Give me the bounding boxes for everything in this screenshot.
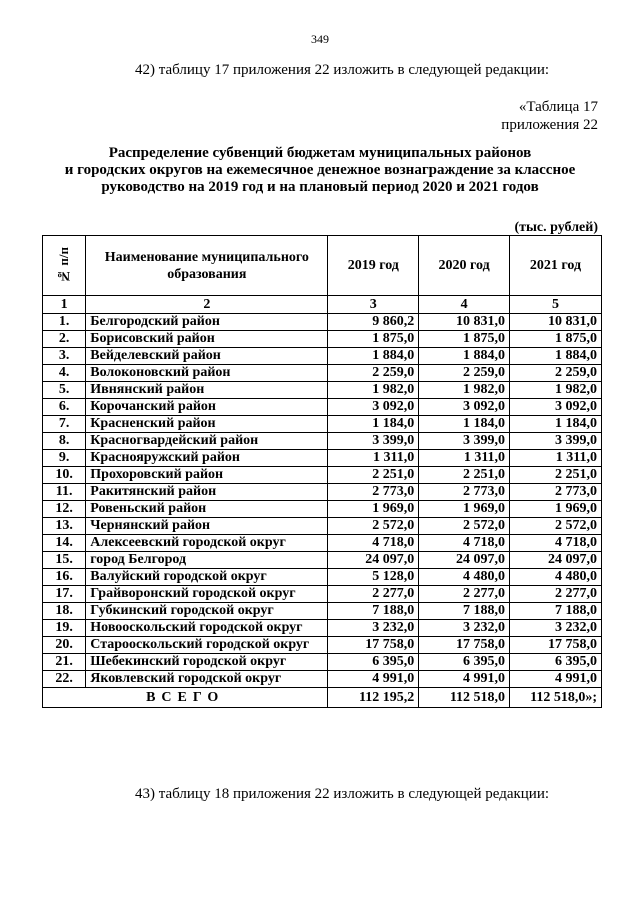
municipality-name: Краснояружский район — [86, 450, 328, 467]
value-2019: 24 097,0 — [328, 552, 419, 569]
value-2021: 3 092,0 — [510, 399, 602, 416]
value-2020: 1 311,0 — [419, 450, 510, 467]
table-row — [43, 603, 602, 620]
municipality-name: Корочанский район — [86, 399, 328, 416]
value-2021: 3 232,0 — [510, 620, 602, 637]
municipality-name: Белгородский район — [86, 314, 328, 331]
value-2021: 2 259,0 — [510, 365, 602, 382]
value-2020: 7 188,0 — [419, 603, 510, 620]
row-number: 20. — [43, 637, 86, 654]
value-2019: 4 991,0 — [328, 671, 419, 688]
value-2021: 6 395,0 — [510, 654, 602, 671]
table-row — [43, 552, 602, 569]
row-number: 10. — [43, 467, 86, 484]
value-2020: 3 092,0 — [419, 399, 510, 416]
col-number: 5 — [510, 296, 602, 314]
value-2020: 17 758,0 — [419, 637, 510, 654]
table-row — [43, 467, 602, 484]
municipality-name: Грайворонский городской округ — [86, 586, 328, 603]
table-row — [43, 416, 602, 433]
municipality-name: Волоконовский район — [86, 365, 328, 382]
subventions-table — [42, 235, 602, 708]
table-row — [43, 331, 602, 348]
municipality-name: Красненский район — [86, 416, 328, 433]
value-2020: 2 277,0 — [419, 586, 510, 603]
header-name: Наименование муниципального образования — [86, 236, 328, 296]
value-2019: 1 184,0 — [328, 416, 419, 433]
table-reference-line2: приложения 22 — [501, 117, 598, 133]
value-2019: 2 773,0 — [328, 484, 419, 501]
value-2019: 1 969,0 — [328, 501, 419, 518]
row-number: 21. — [43, 654, 86, 671]
value-2021: 4 480,0 — [510, 569, 602, 586]
value-2020: 4 991,0 — [419, 671, 510, 688]
value-2020: 2 259,0 — [419, 365, 510, 382]
value-2019: 17 758,0 — [328, 637, 419, 654]
value-2021: 3 399,0 — [510, 433, 602, 450]
row-number: 13. — [43, 518, 86, 535]
municipality-name: Ракитянский район — [86, 484, 328, 501]
municipality-name: Шебекинский городской округ — [86, 654, 328, 671]
table-row — [43, 365, 602, 382]
row-number: 4. — [43, 365, 86, 382]
title-line1: Распределение субвенций бюджетам муниципальных районов — [108, 145, 532, 161]
table-row — [43, 535, 602, 552]
value-2021: 2 251,0 — [510, 467, 602, 484]
row-number: 7. — [43, 416, 86, 433]
municipality-name: Губкинский городской округ — [86, 603, 328, 620]
value-2021: 10 831,0 — [510, 314, 602, 331]
table-row — [43, 586, 602, 603]
value-2021: 1 884,0 — [510, 348, 602, 365]
row-number: 11. — [43, 484, 86, 501]
municipality-name: Вейделевский район — [86, 348, 328, 365]
value-2021: 1 982,0 — [510, 382, 602, 399]
table-row — [43, 484, 602, 501]
value-2021: 1 184,0 — [510, 416, 602, 433]
value-2019: 9 860,2 — [328, 314, 419, 331]
value-2019: 7 188,0 — [328, 603, 419, 620]
value-2021: 2 572,0 — [510, 518, 602, 535]
municipality-name: Яковлевский городской округ — [86, 671, 328, 688]
row-number: 15. — [43, 552, 86, 569]
row-number: 8. — [43, 433, 86, 450]
value-2020: 4 480,0 — [419, 569, 510, 586]
value-2021: 2 277,0 — [510, 586, 602, 603]
municipality-name: Валуйский городской округ — [86, 569, 328, 586]
value-2019: 1 311,0 — [328, 450, 419, 467]
row-number: 3. — [43, 348, 86, 365]
row-number: 22. — [43, 671, 86, 688]
value-2020: 24 097,0 — [419, 552, 510, 569]
row-number: 5. — [43, 382, 86, 399]
table-reference — [501, 98, 598, 134]
value-2020: 2 773,0 — [419, 484, 510, 501]
value-2020: 1 184,0 — [419, 416, 510, 433]
table-row — [43, 399, 602, 416]
value-2019: 5 128,0 — [328, 569, 419, 586]
value-2020: 1 875,0 — [419, 331, 510, 348]
value-2020: 1 884,0 — [419, 348, 510, 365]
table-row — [43, 637, 602, 654]
value-2021: 1 875,0 — [510, 331, 602, 348]
value-2019: 3 092,0 — [328, 399, 419, 416]
header-2021: 2021 год — [510, 236, 602, 296]
document-title — [40, 145, 600, 196]
value-2021: 17 758,0 — [510, 637, 602, 654]
value-2019: 4 718,0 — [328, 535, 419, 552]
row-number: 2. — [43, 331, 86, 348]
row-number: 12. — [43, 501, 86, 518]
value-2019: 3 399,0 — [328, 433, 419, 450]
value-2021: 24 097,0 — [510, 552, 602, 569]
value-2020: 1 969,0 — [419, 501, 510, 518]
units-label: (тыс. рублей) — [514, 220, 598, 235]
municipality-name: Прохоровский район — [86, 467, 328, 484]
value-2019: 3 232,0 — [328, 620, 419, 637]
title-line3: руководство на 2019 год и на плановый период 2020 и 2021 годов — [101, 179, 539, 195]
table-row — [43, 382, 602, 399]
table-row — [43, 671, 602, 688]
value-2019: 1 884,0 — [328, 348, 419, 365]
value-2021: 1 969,0 — [510, 501, 602, 518]
col-number: 1 — [43, 296, 86, 314]
municipality-name: Борисовский район — [86, 331, 328, 348]
col-number: 4 — [419, 296, 510, 314]
value-2021: 1 311,0 — [510, 450, 602, 467]
row-number: 9. — [43, 450, 86, 467]
value-2021: 4 991,0 — [510, 671, 602, 688]
header-2019: 2019 год — [328, 236, 419, 296]
value-2020: 6 395,0 — [419, 654, 510, 671]
value-2019: 6 395,0 — [328, 654, 419, 671]
value-2019: 2 259,0 — [328, 365, 419, 382]
total-2019: 112 195,2 — [328, 688, 419, 708]
municipality-name: Красногвардейский район — [86, 433, 328, 450]
title-line2: и городских округов на ежемесячное денежное вознаграждение за классное — [64, 162, 576, 178]
value-2020: 3 232,0 — [419, 620, 510, 637]
value-2020: 1 982,0 — [419, 382, 510, 399]
municipality-name: Чернянский район — [86, 518, 328, 535]
total-2021: 112 518,0»; — [510, 688, 602, 708]
table-body — [43, 314, 602, 688]
row-number: 18. — [43, 603, 86, 620]
col-number: 2 — [86, 296, 328, 314]
value-2021: 2 773,0 — [510, 484, 602, 501]
value-2021: 4 718,0 — [510, 535, 602, 552]
row-number: 14. — [43, 535, 86, 552]
row-number: 16. — [43, 569, 86, 586]
table-row — [43, 433, 602, 450]
table-reference-line1: «Таблица 17 — [518, 99, 598, 115]
row-number: 19. — [43, 620, 86, 637]
table-row — [43, 314, 602, 331]
value-2019: 1 875,0 — [328, 331, 419, 348]
municipality-name: Ивнянский район — [86, 382, 328, 399]
total-label: ВСЕГО — [43, 688, 328, 708]
table-row — [43, 620, 602, 637]
value-2020: 3 399,0 — [419, 433, 510, 450]
table-row — [43, 654, 602, 671]
row-number: 1. — [43, 314, 86, 331]
row-number: 6. — [43, 399, 86, 416]
instruction-bottom: 43) таблицу 18 приложения 22 изложить в следующей редакции: — [135, 786, 550, 802]
table-row — [43, 501, 602, 518]
municipality-name: Старооскольский городской округ — [86, 637, 328, 654]
value-2021: 7 188,0 — [510, 603, 602, 620]
value-2020: 4 718,0 — [419, 535, 510, 552]
municipality-name: Алексеевский городской округ — [86, 535, 328, 552]
row-number: 17. — [43, 586, 86, 603]
value-2019: 2 277,0 — [328, 586, 419, 603]
total-row — [43, 688, 602, 708]
header-2020: 2020 год — [419, 236, 510, 296]
header-num: № п/п — [43, 236, 86, 296]
column-numbers-row — [43, 296, 602, 314]
table-row — [43, 569, 602, 586]
value-2019: 1 982,0 — [328, 382, 419, 399]
page-number: 349 — [311, 32, 329, 46]
value-2019: 2 251,0 — [328, 467, 419, 484]
instruction-top: 42) таблицу 17 приложения 22 изложить в следующей редакции: — [135, 62, 550, 78]
col-number: 3 — [328, 296, 419, 314]
value-2020: 2 572,0 — [419, 518, 510, 535]
table-header-row — [43, 236, 602, 296]
value-2020: 10 831,0 — [419, 314, 510, 331]
municipality-name: Новооскольский городской округ — [86, 620, 328, 637]
table-row — [43, 518, 602, 535]
table-row — [43, 348, 602, 365]
municipality-name: Ровеньский район — [86, 501, 328, 518]
value-2019: 2 572,0 — [328, 518, 419, 535]
municipality-name: город Белгород — [86, 552, 328, 569]
value-2020: 2 251,0 — [419, 467, 510, 484]
table-row — [43, 450, 602, 467]
total-2020: 112 518,0 — [419, 688, 510, 708]
